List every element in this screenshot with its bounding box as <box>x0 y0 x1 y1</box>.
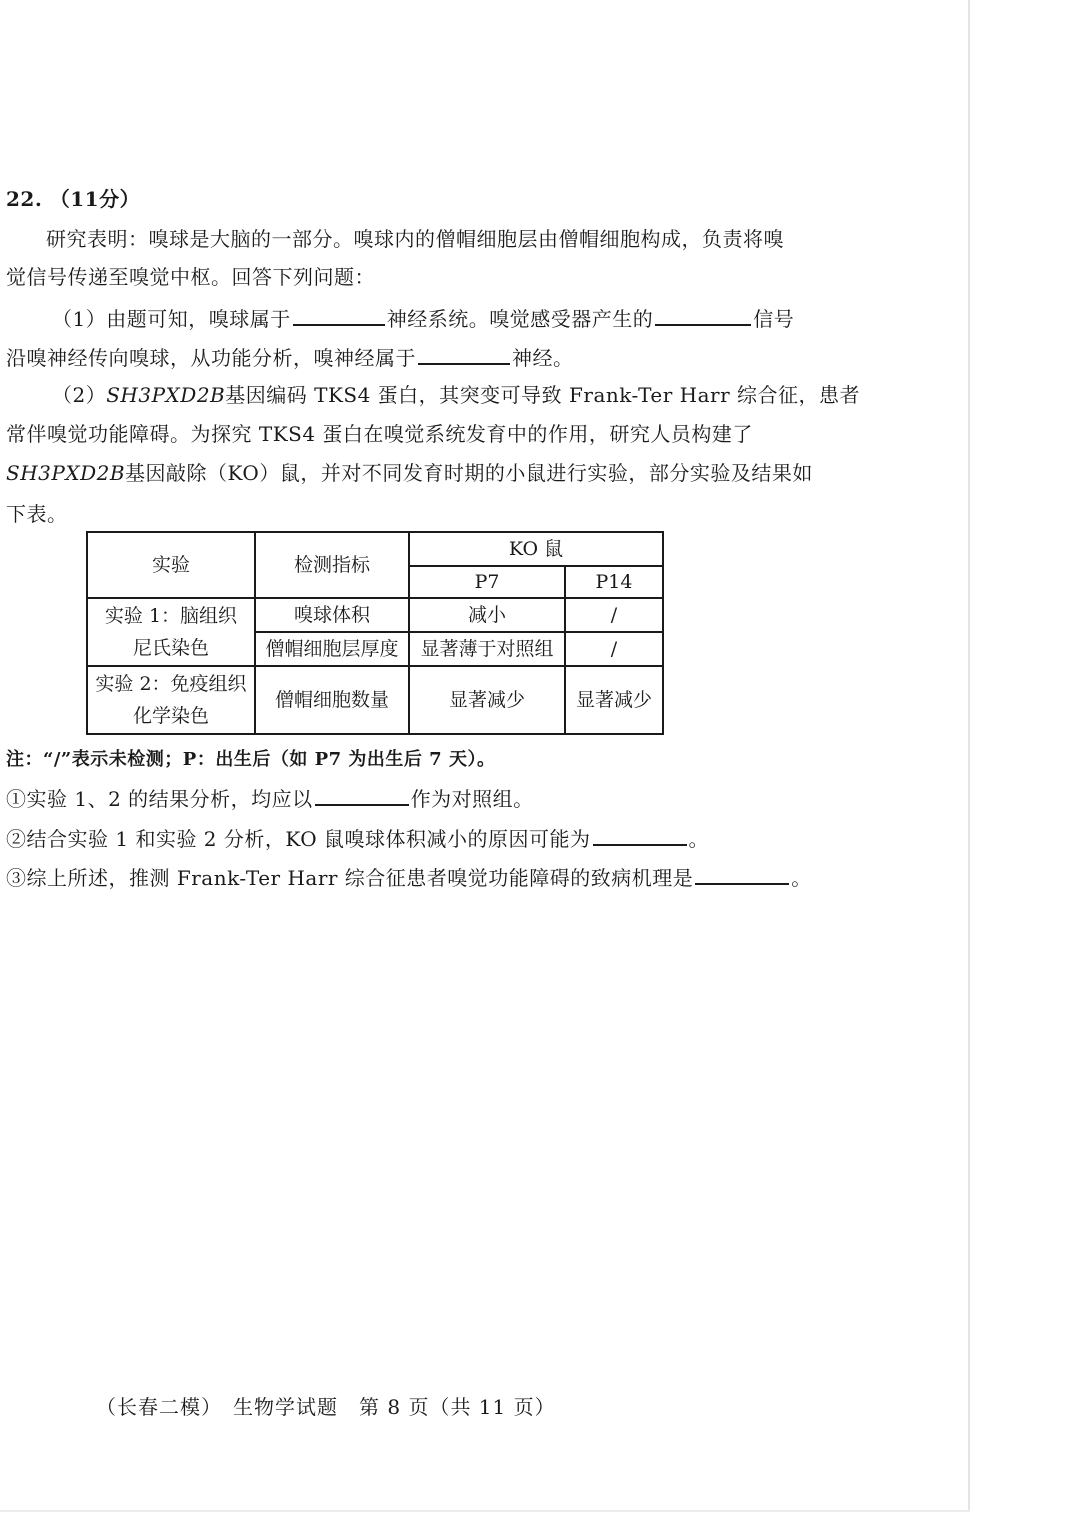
part1-line2 <box>6 341 574 373</box>
table-cell: 减小 <box>409 598 565 632</box>
answer-blank-control-group[interactable] <box>315 782 409 806</box>
part1-text-d: 沿嗅神经传向嗅球，从功能分析，嗅神经属于 <box>6 346 416 370</box>
subquestion-1-text-b: 作为对照组。 <box>410 787 534 811</box>
header-indicator: 检测指标 <box>255 532 409 598</box>
table-cell: 僧帽细胞层厚度 <box>255 632 409 666</box>
part2-line4: 下表。 <box>6 502 68 526</box>
part1-text-e: 神经。 <box>512 346 574 370</box>
part1-line1 <box>52 302 794 334</box>
part2-line2: 常伴嗅觉功能障碍。为探究 TKS4 蛋白在嗅觉系统发育中的作用，研究人员构建了 <box>6 422 753 446</box>
table-cell: 显著薄于对照组 <box>409 632 565 666</box>
subquestion-1 <box>6 782 534 814</box>
table-cell: 显著减少 <box>565 666 663 734</box>
header-ko-mouse: KO 鼠 <box>409 532 663 566</box>
header-p14: P14 <box>565 566 663 598</box>
experiment1-name <box>87 598 255 666</box>
subquestion-1-text-a: ①实验 1、2 的结果分析，均应以 <box>6 787 313 811</box>
gene-name-2: SH3PXD2B <box>6 461 126 485</box>
subquestion-2 <box>6 822 709 854</box>
page-footer: （长春二模） 生物学试题 第 8 页（共 11 页） <box>96 1395 556 1419</box>
answer-blank-nervous-system[interactable] <box>293 302 385 326</box>
subquestion-2-text-a: ②结合实验 1 和实验 2 分析，KO 鼠嗅球体积减小的原因可能为 <box>6 827 591 851</box>
experiment2-name-line2: 化学染色 <box>132 705 209 727</box>
part1-text-c: 信号 <box>753 307 795 331</box>
experiment2-name-line1: 实验 2：免疫组织 <box>95 673 247 695</box>
subquestion-3-text-a: ③综上所述，推测 Frank-Ter Harr 综合征患者嗅觉功能障碍的致病机理是 <box>6 866 694 890</box>
experiment1-name-line1: 实验 1：脑组织 <box>104 605 238 627</box>
part2-text-a: 基因编码 TKS4 蛋白，其突变可导致 Frank-Ter Harr 综合征，患者 <box>225 383 860 407</box>
header-p7: P7 <box>409 566 565 598</box>
table-cell: / <box>565 598 663 632</box>
answer-blank-mechanism[interactable] <box>695 861 789 885</box>
answer-blank-signal-type[interactable] <box>655 302 751 326</box>
answer-blank-nerve-type[interactable] <box>418 341 510 365</box>
question-title: 22. （11分） <box>6 187 141 211</box>
part1-text-b: 神经系统。嗅觉感受器产生的 <box>386 307 654 331</box>
subquestion-2-text-b: 。 <box>688 827 710 851</box>
part2-line1 <box>52 380 860 410</box>
intro-text-line1: 研究表明：嗅球是大脑的一部分。嗅球内的僧帽细胞层由僧帽细胞构成，负责将嗅 <box>46 227 784 251</box>
gene-name: SH3PXD2B <box>106 383 226 407</box>
answer-blank-reason[interactable] <box>593 822 687 846</box>
part2-line3 <box>6 458 813 488</box>
page-edge-right <box>968 0 970 1510</box>
intro-text-line2: 觉信号传递至嗅觉中枢。回答下列问题： <box>6 265 375 289</box>
table-cell: 嗅球体积 <box>255 598 409 632</box>
page-edge-bottom <box>0 1510 970 1512</box>
subquestion-3-text-b: 。 <box>791 866 812 890</box>
experiment1-name-line2: 尼氏染色 <box>132 637 209 659</box>
table-cell: 僧帽细胞数量 <box>255 666 409 734</box>
header-experiment: 实验 <box>87 532 255 598</box>
table-cell: 显著减少 <box>409 666 565 734</box>
subquestion-3 <box>6 861 812 893</box>
part2-text-b: 基因敲除（KO）鼠，并对不同发育时期的小鼠进行实验，部分实验及结果如 <box>125 461 813 485</box>
part1-text-a: （1）由题可知，嗅球属于 <box>52 307 291 331</box>
table-note: 注：“/”表示未检测；P：出生后（如 P7 为出生后 7 天）。 <box>6 749 496 770</box>
part2-prefix: （2） <box>52 383 107 407</box>
table-cell: / <box>565 632 663 666</box>
results-table <box>86 531 664 735</box>
experiment2-name <box>87 666 255 734</box>
